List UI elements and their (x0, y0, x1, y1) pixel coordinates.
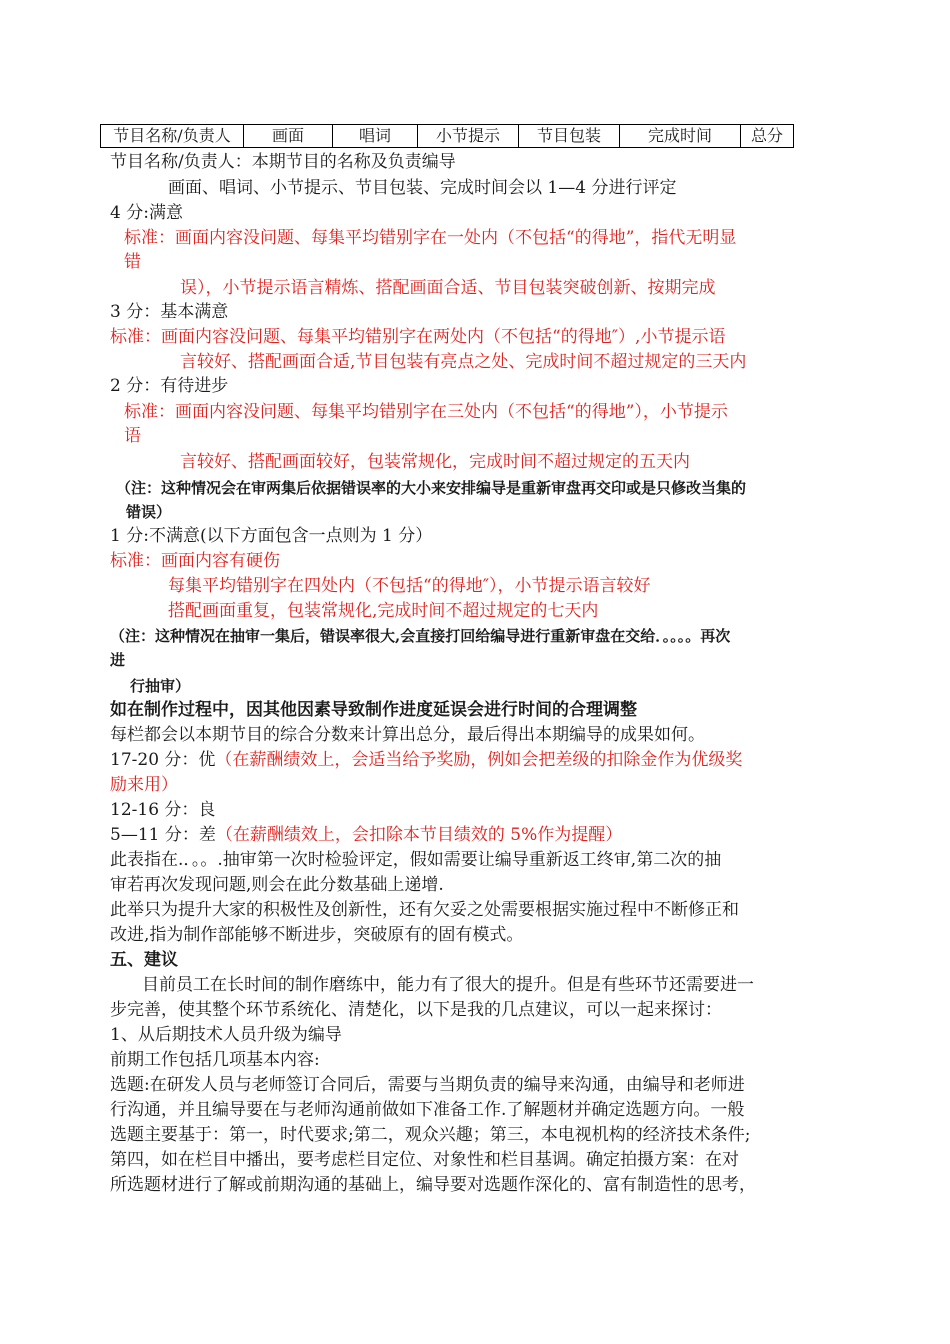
score-4-standard-cont: 误），小节提示语言精炼、搭配画面合适、节目包装突破创新、按期完成 (180, 278, 716, 298)
score-1-note: （注：这种情况在抽审一集后，错误率很大,会直接打回给编导进行重新审盘在交给．。。。。再次 (110, 627, 731, 645)
topic-paragraph-3: 选题主要基于：第一，时代要求;第二，观众兴趣；第三，本电视机构的经济技术条件; (110, 1125, 751, 1145)
topic-paragraph-4: 第四，如在栏目中播出，要考虑栏目定位、对象性和栏目基调。确定拍摄方案：在对 (110, 1150, 739, 1170)
score-table-header-row (101, 125, 794, 148)
grade-excellent-note-wrap: 励来用） (110, 775, 178, 795)
grade-excellent-line (110, 748, 742, 772)
grade-poor-line (110, 823, 622, 847)
review-note-line: 此表指在.．。。.抽审第一次时检验评定，假如需要让编导重新返工终审,第二次的抽 (110, 850, 722, 870)
score-2-heading: 2 分：有待进步 (110, 376, 229, 396)
col-section-hint: 小节提示 (418, 125, 519, 148)
score-2-standard-cont: 言较好、搭配画面较好，包装常规化，完成时间不超过规定的五天内 (180, 452, 690, 472)
pre-work-line: 前期工作包括几项基本内容: (110, 1050, 320, 1070)
score-4-heading: 4 分:满意 (110, 203, 183, 223)
score-3-standard: 标准：画面内容没问题、每集平均错别字在两处内（不包括“的得地″）,小节提示语 (110, 327, 726, 347)
score-1-standard: 标准：画面内容有硬伤 (110, 551, 280, 571)
score-3-heading: 3 分：基本满意 (110, 302, 229, 322)
col-total-score: 总分 (741, 125, 794, 148)
scoring-scale-line: 画面、唱词、小节提示、节目包装、完成时间会以 1—4 分进行评定 (168, 178, 677, 198)
total-score-line: 每栏都会以本期节目的综合分数来计算出总分，最后得出本期编导的成果如何。 (110, 725, 705, 745)
section-five-heading: 五、建议 (110, 950, 178, 970)
col-program-name: 节目名称/负责人 (101, 125, 244, 148)
topic-paragraph-5: 所选题材进行了解或前期沟通的基础上，编导要对选题作深化的、富有制造性的思考， (110, 1175, 756, 1195)
score-1-standard-3: 搭配画面重复，包装常规化,完成时间不超过规定的七天内 (168, 601, 599, 621)
delay-adjustment-line: 如在制作过程中，因其他因素导致制作进度延误会进行时间的合理调整 (110, 700, 637, 720)
score-2-standard: 标准：画面内容没问题、每集平均错别字在三处内（不包括“的得地”），小节提示 (124, 402, 728, 422)
suggestion-intro: 目前员工在长时间的制作磨练中，能力有了很大的提升。但是有些环节还需要进一 (142, 975, 754, 995)
score-4-standard: 标准：画面内容没问题、每集平均错别字在一处内（不包括“的得地”，指代无明显 (124, 228, 737, 248)
grade-poor-label: 5—11 分：差 (110, 825, 216, 845)
score-2-note-wrap: 错误） (126, 503, 172, 521)
col-packaging: 节目包装 (519, 125, 620, 148)
col-picture: 画面 (244, 125, 333, 148)
purpose-line-2: 改进,指为制作部能够不断进步，突破原有的固有模式。 (110, 925, 524, 945)
suggestion-1-heading: 1、从后期技术人员升级为编导 (110, 1025, 342, 1045)
grade-excellent-note: （在薪酬绩效上，会适当给予奖励，例如会把差级的扣除金作为优级奖 (215, 750, 743, 770)
suggestion-intro-2: 步完善，使其整个环节系统化、清楚化，以下是我的几点建议，可以一起来探讨： (110, 1000, 722, 1020)
grade-good-line: 12-16 分：良 (110, 800, 216, 820)
score-1-note-wrap: 进 (110, 651, 126, 669)
purpose-line: 此举只为提升大家的积极性及创新性，还有欠妥之处需要根据实施过程中不断修正和 (110, 900, 739, 920)
score-1-heading: 1 分:不满意(以下方面包含一点则为 1 分） (110, 526, 433, 546)
grade-excellent-label: 17-20 分：优 (110, 750, 216, 770)
score-table (100, 124, 794, 148)
score-1-standard-2: 每集平均错别字在四处内（不包括“的得地″），小节提示语言较好 (168, 576, 651, 596)
score-2-note: （注：这种情况会在审两集后依据错误率的大小来安排编导是重新审盘再交印或是只修改当集的 (116, 479, 747, 497)
score-1-note-cont: 行抽审） (130, 677, 191, 695)
score-3-standard-cont: 言较好、搭配画面合适,节目包装有亮点之处、完成时间不超过规定的三天内 (180, 352, 747, 372)
review-note-line-2: 审若再次发现问题,则会在此分数基础上递增. (110, 875, 444, 895)
score-2-standard-wrap: 语 (124, 426, 141, 446)
definition-line: 节目名称/负责人：本期节目的名称及负责编导 (110, 152, 456, 172)
topic-paragraph-2: 行沟通，并且编导要在与老师沟通前做如下准备工作.了解题材并确定选题方向。一般 (110, 1100, 745, 1120)
col-lyrics: 唱词 (333, 125, 418, 148)
score-4-standard-wrap: 错 (124, 252, 141, 272)
col-completion-time: 完成时间 (620, 125, 741, 148)
topic-paragraph-1: 选题:在研发人员与老师签订合同后，需要与当期负责的编导来沟通，由编导和老师进 (110, 1075, 745, 1095)
grade-poor-note: （在薪酬绩效上，会扣除本节目绩效的 5%作为提醒） (215, 825, 623, 845)
